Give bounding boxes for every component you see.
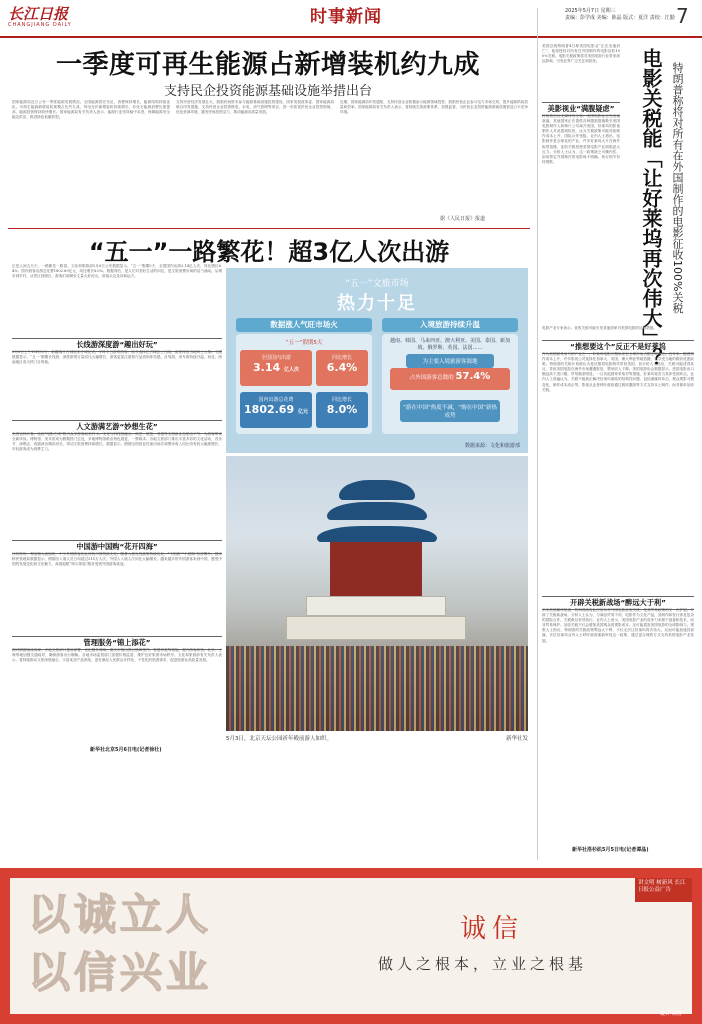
stat-spending-label: 国内出游总花费 xyxy=(258,397,294,403)
left-panel xyxy=(236,334,372,434)
issue-date: 2025年5月7日 星期三 xyxy=(565,8,616,14)
infographic-title: “五一”文旅市场 xyxy=(345,279,409,289)
lead-subhead: 支持民企投资能源基础设施举措出台 xyxy=(163,84,372,99)
film-body-4 xyxy=(542,608,694,844)
stat-visitors xyxy=(240,354,312,374)
right-panel-heading: 入境旅游持续升温 xyxy=(382,318,518,332)
infographic xyxy=(226,268,528,453)
mayday-body-2 xyxy=(12,432,222,536)
right-panel xyxy=(382,334,518,434)
lead-body-col2 xyxy=(176,100,334,218)
infographic-credit: 数据来源：文化和旅游部 xyxy=(464,443,520,449)
section-title: 时事新闻 xyxy=(310,7,382,27)
ad-calligraphy: 以诚立人以信兴业 xyxy=(28,890,213,997)
page-number: 7 xyxy=(676,4,689,28)
lead-body-col3 xyxy=(340,100,528,212)
film-subhead: 特朗普称将对所有在外国制作的电影征收100%关税 xyxy=(671,62,684,314)
film-body-top xyxy=(542,44,620,100)
ring-value: 57.4% xyxy=(455,371,491,382)
temple-terrace-upper xyxy=(306,596,446,616)
film-subheading-2: “推想要这个”反正不是好莱坞 xyxy=(542,340,694,354)
film-body-2 xyxy=(542,326,694,336)
ad-title: 诚信 xyxy=(460,914,525,944)
lead-headline: 一季度可再生能源占新增装机约九成 xyxy=(55,50,480,80)
film-subheading-3: 开辟关税新战场“醉远大于利” xyxy=(542,596,694,610)
mayday-intro xyxy=(12,264,222,334)
stat-spending-growth-label: 同比增长 xyxy=(331,397,352,403)
issue-meta xyxy=(565,8,675,22)
temple-hall xyxy=(330,536,422,596)
temple-roof-upper xyxy=(339,480,415,500)
film-body-1 xyxy=(542,114,620,324)
stat-spending xyxy=(240,396,312,416)
ring-card xyxy=(390,368,510,390)
source-countries-note: 为主要入境旅游客源地 xyxy=(406,354,494,368)
source-countries: 越南、韩国、马来西亚、澳大利亚、美国、泰国、新加坡、俄罗斯、英国、法国…… xyxy=(389,338,510,351)
lead-source: 据《人民日报》报道 xyxy=(440,216,486,222)
newspaper-logo: 长江日报 xyxy=(8,5,69,23)
ring-label: 占外国游客总数的 xyxy=(409,375,454,381)
stat-growth-label: 同比增长 xyxy=(331,355,352,361)
crowd xyxy=(226,646,528,731)
mayday-body-1 xyxy=(12,350,222,416)
mayday-headline: “五一”一路繁花！超3亿人次出游 xyxy=(88,238,450,266)
mayday-subheading-4: 管理服务“锦上添花” xyxy=(12,636,222,650)
film-subheading-1: 美影视业“满腹疑虑” xyxy=(542,102,620,116)
mayday-subheading-3: 中国游中国购“花开四海” xyxy=(12,540,222,554)
ad-frame xyxy=(10,878,692,1014)
temple-terrace-lower xyxy=(286,616,466,640)
temple-of-heaven-photo xyxy=(226,456,528,731)
stat-growth-value: 6.4% xyxy=(326,361,358,374)
ad-badge: 讲文明 树新风 长江日报公益广告 xyxy=(635,878,692,902)
logo-pinyin: CHANGJIANG DAILY xyxy=(8,22,72,28)
film-source: 新华社洛杉矶5月5日电(记者谭晶) xyxy=(572,847,649,853)
mayday-body-3 xyxy=(12,552,222,632)
photo-caption-row xyxy=(226,734,528,742)
photo-caption: 5月3日，北京天坛公园祈年殿前游人如织。 xyxy=(226,736,332,742)
ad-designer: 设计 刘蓓 xyxy=(660,1011,682,1017)
editor-credits: 责编：彭学成 美编：陈晶 版式：夏洋 责校：江勤 xyxy=(565,15,675,21)
days-label: “五一”假期5天 xyxy=(285,340,323,346)
stat-visitors-value: 3.14 亿人次 xyxy=(253,361,299,374)
stat-visitors-growth xyxy=(316,354,368,374)
ad-subtitle: 做人之根本，立业之根基 xyxy=(378,955,588,973)
stat-visitors-label: 全国国内出游 xyxy=(260,355,291,361)
mayday-subheading-2: 人文游满艺游“妙想生花” xyxy=(12,420,222,434)
column-divider xyxy=(537,8,538,860)
masthead xyxy=(0,0,702,38)
lead-body-col1 xyxy=(12,100,170,218)
temple-roof-middle xyxy=(327,502,427,520)
public-service-ad xyxy=(0,868,702,1024)
stat-spending-growth xyxy=(316,396,368,416)
inbound-slogan: “游在中国”热度不减，“购在中国”新热成势 xyxy=(400,400,500,422)
photo-credit: 新华社发 xyxy=(505,736,528,742)
infographic-headline: 热力十足 xyxy=(337,293,417,314)
film-headline: 电影关税能「让好莱坞再次伟大」？ xyxy=(639,48,663,368)
stat-spending-value: 1802.69 亿元 xyxy=(244,403,308,416)
mayday-body-4 xyxy=(12,648,222,742)
mayday-source: 新华社北京5月6日电(记者徐壮) xyxy=(90,747,162,753)
film-body-3 xyxy=(542,352,694,592)
stat-spending-growth-value: 8.0% xyxy=(326,403,358,416)
left-panel-heading: 数据涨人气旺市场火 xyxy=(236,318,372,332)
temple-roof-lower xyxy=(317,526,437,542)
mayday-subheading-1: 长线游深度游“趣出好玩” xyxy=(12,338,222,352)
